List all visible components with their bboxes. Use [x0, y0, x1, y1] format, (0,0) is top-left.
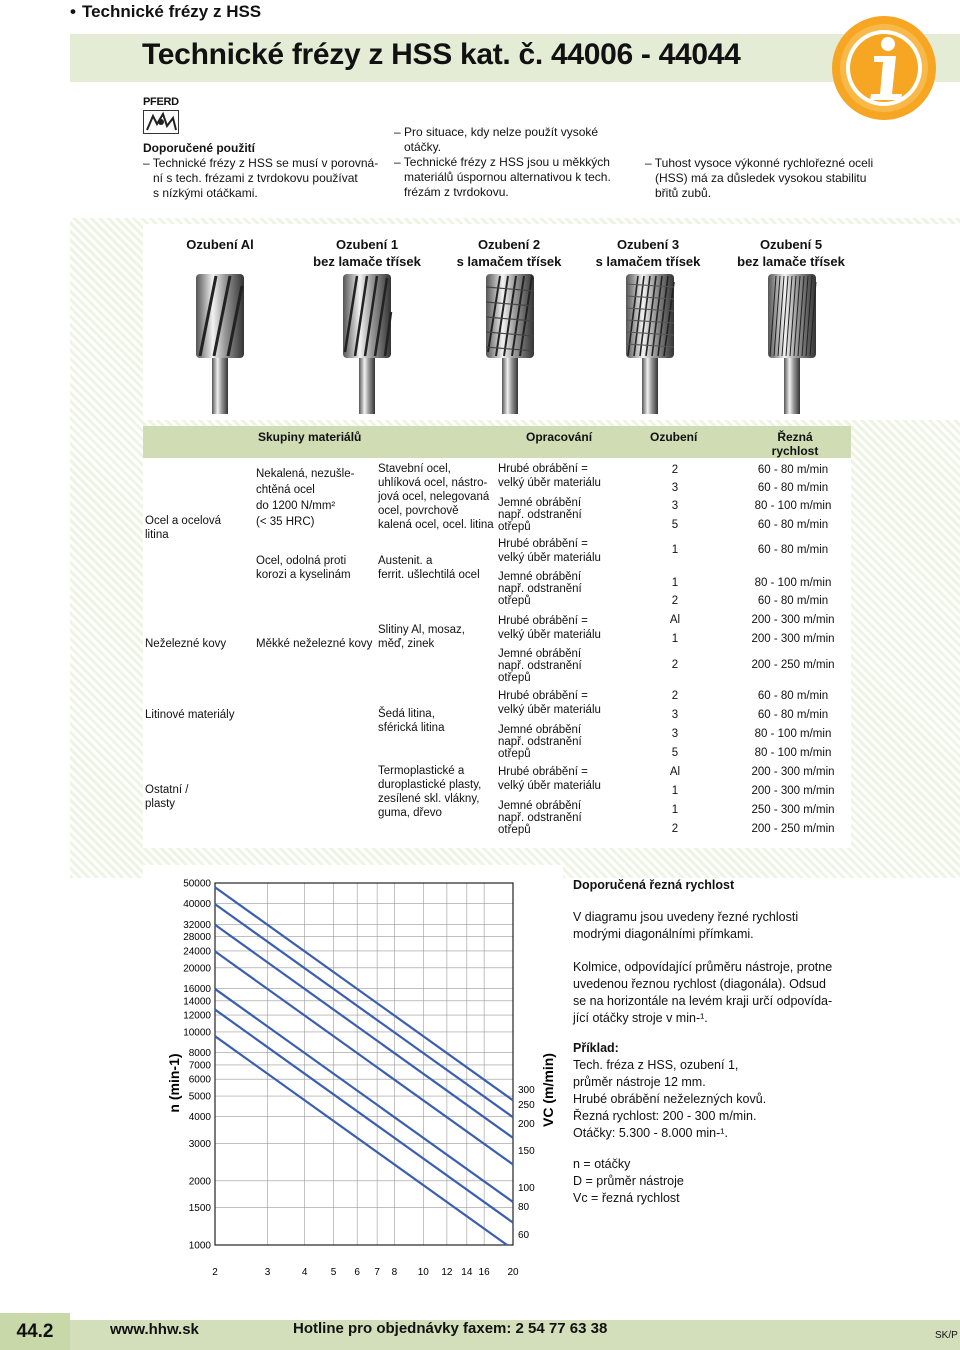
tooth-value: 3	[671, 482, 679, 494]
intro-line: břitů zubů.	[655, 186, 712, 200]
material-structural-steel	[378, 462, 494, 532]
speed-value: 60 - 80 m/min	[757, 482, 829, 494]
intro-col-1	[143, 141, 383, 201]
tool-name: Ozubení 1	[335, 237, 399, 252]
speed-value: 60 - 80 m/min	[757, 690, 829, 702]
vc-tick-label: 250	[518, 1100, 535, 1111]
speed-value: 250 - 300 m/min	[751, 804, 835, 816]
group-steel	[145, 514, 221, 542]
tooth-value: 2	[671, 595, 679, 607]
operation-rough	[498, 765, 601, 793]
y-tick-label: 5000	[188, 1091, 211, 1103]
intro-line: s nízkými otáčkami.	[153, 186, 258, 200]
y-tick-label: 8000	[188, 1048, 211, 1060]
x-tick-label: 5	[330, 1267, 337, 1278]
x-tick-label: 7	[374, 1267, 380, 1278]
subgroup-line: do 1200 N/mm²	[256, 500, 336, 512]
speed-value: 80 - 100 m/min	[754, 577, 832, 589]
x-tick-label: 14	[461, 1267, 473, 1278]
tool-desc: bez lamače třísek	[313, 254, 421, 269]
intro-line: frézám z tvrdokovu.	[404, 185, 509, 199]
op-line: Jemné obrábění	[498, 724, 582, 736]
tooth-value: 3	[671, 500, 679, 512]
tool-image-1	[337, 272, 397, 414]
material-line: ferrit. ušlechtilá ocel	[378, 569, 480, 581]
y-tick-label: 12000	[183, 1010, 211, 1022]
intro-col-2	[394, 125, 634, 200]
tool-header-3	[573, 236, 723, 270]
material-line: ocel, povrchově	[378, 505, 459, 517]
intro-line: otáčky.	[404, 140, 442, 154]
tooth-value: 2	[671, 823, 679, 835]
intro-line: – Technické frézy z HSS se musí v porovná-	[143, 156, 379, 170]
example-line: Tech. fréza z HSS, ozubení 1,	[573, 1058, 739, 1072]
op-line: otřepů	[498, 672, 531, 684]
operation-rough	[498, 689, 601, 717]
intro-line: – Technické frézy z HSS jsou u měkkých	[394, 155, 610, 169]
vc-tick-label: 100	[518, 1183, 535, 1194]
material-grey-cast-iron	[378, 707, 444, 735]
para-line: se na horizontále na levém kraji určí odpovída-	[573, 994, 833, 1008]
tooth-value: Al	[669, 766, 681, 778]
legend-line: Vc = řezná rychlost	[573, 1191, 680, 1205]
subgroup-line: (< 35 HRC)	[256, 516, 315, 528]
y-tick-label: 3000	[188, 1138, 211, 1150]
speed-value: 80 - 100 m/min	[754, 500, 832, 512]
y-tick-label: 40000	[183, 899, 211, 911]
speed-value: 200 - 250 m/min	[751, 823, 835, 835]
th-speed	[760, 430, 830, 458]
x-tick-label: 4	[301, 1267, 308, 1278]
group-label: litina	[145, 529, 169, 541]
y-axis-title: n (min-1)	[166, 1053, 182, 1113]
y-tick-label: 16000	[183, 983, 211, 995]
recommended-use-heading: Doporučené použití	[143, 141, 255, 155]
tool-name: Ozubení 5	[759, 237, 823, 252]
th-material-groups: Skupiny materiálů	[258, 430, 362, 444]
page-number: 44.2	[0, 1313, 70, 1350]
example-line: Řezná rychlost: 200 - 300 m/min.	[573, 1109, 757, 1123]
group-nonferrous	[145, 637, 226, 651]
op-line: Hrubé obrábění =	[498, 538, 588, 550]
x-tick-label: 10	[417, 1267, 429, 1278]
operation-fine	[498, 724, 582, 760]
op-line: otřepů	[498, 824, 531, 836]
op-line: otřepů	[498, 521, 531, 533]
y-tick-label: 6000	[188, 1074, 211, 1086]
tooth-value: 1	[671, 785, 679, 797]
speed-chart	[143, 865, 563, 1285]
op-line: velký úběr materiálu	[498, 629, 601, 641]
info-icon	[830, 14, 938, 122]
material-line: uhlíková ocel, nástro-	[378, 477, 488, 489]
paragraph-2	[573, 959, 863, 1027]
tooth-value: 5	[671, 519, 679, 531]
group-plastics	[145, 783, 188, 811]
legend-block	[573, 1156, 863, 1207]
op-line: např. odstranění	[498, 812, 582, 824]
op-line: velký úběr materiálu	[498, 552, 601, 564]
vc-tick-label: 200	[518, 1119, 535, 1130]
group-label: Neželezné kovy	[145, 638, 227, 650]
material-plastics	[378, 764, 481, 820]
operation-rough	[498, 537, 601, 565]
op-line: velký úběr materiálu	[498, 780, 601, 792]
y-tick-label: 32000	[183, 919, 211, 931]
th-speed-line: rychlost	[771, 444, 819, 458]
y-tick-label: 50000	[183, 878, 211, 890]
tooth-value: 2	[671, 464, 679, 476]
section-tag-label: Technické frézy z HSS	[81, 2, 262, 21]
y-tick-label: 1500	[188, 1202, 211, 1214]
vc-tick-label: 150	[518, 1146, 535, 1157]
example-heading: Příklad:	[573, 1041, 619, 1055]
vc-tick-label: 80	[518, 1202, 530, 1213]
x-tick-label: 3	[264, 1267, 271, 1278]
material-line: Austenit. a	[378, 555, 433, 567]
material-line: zesílené skl. vlákny,	[378, 793, 480, 805]
tool-header-5	[716, 236, 866, 270]
speed-value: 60 - 80 m/min	[757, 709, 829, 721]
y-tick-label: 20000	[183, 963, 211, 975]
intro-col-3	[645, 156, 905, 201]
paragraph-1	[573, 909, 863, 943]
tool-desc: s lamačem třísek	[456, 254, 562, 269]
x-tick-label: 8	[391, 1267, 398, 1278]
website-link[interactable]: www.hhw.sk	[110, 1321, 199, 1338]
group-cast-iron	[145, 708, 234, 722]
recommended-speed-heading: Doporučená řezná rychlost	[573, 878, 735, 892]
tool-name: Ozubení 3	[616, 237, 680, 252]
operation-fine	[498, 800, 582, 836]
op-line: např. odstranění	[498, 509, 582, 521]
tool-header-1	[292, 236, 442, 270]
subgroup-stainless	[256, 554, 351, 582]
material-line: měď, zinek	[378, 638, 435, 650]
operation-fine	[498, 497, 582, 533]
material-al-alloys	[378, 623, 465, 651]
op-line: např. odstranění	[498, 736, 582, 748]
example-line: Hrubé obrábění neželezných kovů.	[573, 1092, 767, 1106]
material-line: kalená ocel, ocel. litina	[378, 519, 494, 531]
speed-value: 60 - 80 m/min	[757, 464, 829, 476]
tooth-value: 5	[671, 747, 679, 759]
group-label: Litinové materiály	[145, 709, 235, 721]
op-line: Jemné obrábění	[498, 648, 582, 660]
x-tick-label: 16	[478, 1267, 490, 1278]
material-line: Slitiny Al, mosaz,	[378, 624, 465, 636]
speed-value: 80 - 100 m/min	[754, 728, 832, 740]
intro-line: materiálů úspornou alternativou k tech.	[404, 170, 611, 184]
material-line: Stavební ocel,	[378, 463, 451, 475]
tooth-value: 1	[671, 544, 679, 556]
op-line: např. odstranění	[498, 660, 582, 672]
group-label: Ocel a ocelová	[145, 515, 222, 527]
x-tick-label: 6	[354, 1267, 360, 1278]
op-line: Hrubé obrábění =	[498, 766, 588, 778]
legend-line: n = otáčky	[573, 1157, 631, 1171]
para-line: V diagramu jsou uvedeny řezné rychlosti	[573, 910, 799, 924]
vc-axis-title: VC (m/min)	[540, 1053, 556, 1127]
material-austenitic	[378, 554, 480, 582]
y-tick-label: 14000	[183, 996, 211, 1008]
material-line: sférická litina	[378, 722, 445, 734]
subgroup-unhardened-steel	[256, 466, 354, 530]
y-tick-label: 28000	[183, 932, 211, 944]
intro-line: (HSS) má za důsledek vysokou stabilitu	[655, 171, 867, 185]
tool-image-al	[190, 272, 250, 414]
op-line: Jemné obrábění	[498, 800, 582, 812]
section-tag: • Technické frézy z HSS	[70, 2, 262, 21]
para-line: uvedenou řeznou rychlost (diagonála). Odsud	[573, 977, 826, 991]
brand-logo-text: PFERD	[143, 96, 179, 108]
speed-value: 80 - 100 m/min	[754, 747, 832, 759]
th-processing: Opracování	[526, 430, 593, 444]
example-block	[573, 1057, 863, 1142]
tool-image-5	[762, 272, 822, 414]
intro-line: ní s tech. frézami z tvrdokovu používat	[153, 171, 358, 185]
x-tick-label: 2	[212, 1267, 218, 1278]
op-line: Jemné obrábění	[498, 571, 582, 583]
speed-value: 60 - 80 m/min	[757, 544, 829, 556]
tool-header-al	[145, 236, 295, 253]
brand-logo-icon	[143, 110, 179, 134]
op-line: Hrubé obrábění =	[498, 463, 588, 475]
group-label: Ostatní /	[145, 784, 189, 796]
tool-name: Ozubení 2	[477, 237, 541, 252]
tool-name: Ozubení Al	[186, 237, 254, 252]
tool-desc: bez lamače třísek	[737, 254, 845, 269]
subgroup-line: chtěná ocel	[256, 484, 315, 496]
tool-image-3	[620, 272, 680, 414]
operation-fine	[498, 648, 582, 684]
op-line: otřepů	[498, 595, 531, 607]
op-line: velký úběr materiálu	[498, 704, 601, 716]
th-speed-line: Řezná	[777, 430, 813, 444]
intro-line: – Pro situace, kdy nelze použít vysoké	[394, 125, 599, 139]
para-line: Kolmice, odpovídající průměru nástroje, protne	[573, 960, 833, 974]
tool-desc: s lamačem třísek	[595, 254, 701, 269]
operation-rough	[498, 614, 601, 642]
y-tick-label: 7000	[188, 1060, 211, 1072]
operation-rough	[498, 462, 601, 490]
speed-value: 200 - 300 m/min	[751, 785, 835, 797]
y-tick-label: 24000	[183, 946, 211, 958]
op-line: Hrubé obrábění =	[498, 690, 588, 702]
material-line: jová ocel, nelegovaná	[378, 491, 490, 503]
speed-value: 200 - 300 m/min	[751, 633, 835, 645]
country-code: SK/P	[935, 1330, 958, 1341]
operation-fine	[498, 571, 582, 607]
speed-value: 60 - 80 m/min	[757, 519, 829, 531]
para-line: jící otáčky stroje v min-¹.	[573, 1011, 708, 1025]
subgroup-line: Ocel, odolná proti	[256, 555, 347, 567]
speed-value: 60 - 80 m/min	[757, 595, 829, 607]
fax-hotline: Hotline pro objednávky faxem: 2 54 77 63 38	[293, 1320, 608, 1337]
subgroup-line: Měkké neželezné kovy	[256, 638, 373, 650]
subgroup-soft-nonferrous	[256, 637, 372, 651]
material-line: Termoplastické a	[378, 765, 465, 777]
y-tick-label: 10000	[183, 1027, 211, 1039]
table-header	[143, 426, 851, 458]
subgroup-line: Nekalená, nezušle-	[256, 468, 355, 480]
tooth-value: 1	[671, 804, 679, 816]
op-line: velký úběr materiálu	[498, 477, 601, 489]
tooth-value: 1	[671, 633, 679, 645]
group-label: plasty	[145, 798, 176, 810]
speed-value: 200 - 300 m/min	[751, 766, 835, 778]
y-tick-label: 2000	[188, 1176, 211, 1188]
tooth-value: 2	[671, 659, 679, 671]
x-tick-label: 20	[507, 1267, 519, 1278]
op-line: Jemné obrábění	[498, 497, 582, 509]
tool-header-2	[434, 236, 584, 270]
tooth-value: 3	[671, 728, 679, 740]
material-line: guma, dřevo	[378, 807, 442, 819]
legend-line: D = průměr nástroje	[573, 1174, 684, 1188]
op-line: např. odstranění	[498, 583, 582, 595]
y-tick-label: 1000	[188, 1240, 211, 1252]
intro-line: – Tuhost vysoce výkonné rychlořezné oceli	[645, 156, 874, 170]
th-tooth: Ozubení	[650, 430, 698, 444]
material-line: duroplastické plasty,	[378, 779, 482, 791]
tooth-value: 3	[671, 709, 679, 721]
op-line: Hrubé obrábění =	[498, 615, 588, 627]
example-line: Otáčky: 5.300 - 8.000 min-¹.	[573, 1126, 728, 1140]
page-title: Technické frézy z HSS kat. č. 44006 - 44044	[142, 38, 741, 71]
para-line: modrými diagonálními přímkami.	[573, 927, 754, 941]
tooth-value: 1	[671, 577, 679, 589]
tool-image-2	[480, 272, 540, 414]
example-line: průměr nástroje 12 mm.	[573, 1075, 706, 1089]
subgroup-line: korozi a kyselinám	[256, 569, 351, 581]
tooth-value: 2	[671, 690, 679, 702]
tooth-value: Al	[669, 614, 681, 626]
vc-tick-label: 300	[518, 1085, 535, 1096]
y-tick-label: 4000	[188, 1112, 211, 1124]
speed-value: 200 - 300 m/min	[751, 614, 835, 626]
material-line: Šedá litina,	[378, 708, 435, 720]
speed-value: 200 - 250 m/min	[751, 659, 835, 671]
x-tick-label: 12	[441, 1267, 453, 1278]
op-line: otřepů	[498, 748, 531, 760]
vc-tick-label: 60	[518, 1230, 530, 1241]
